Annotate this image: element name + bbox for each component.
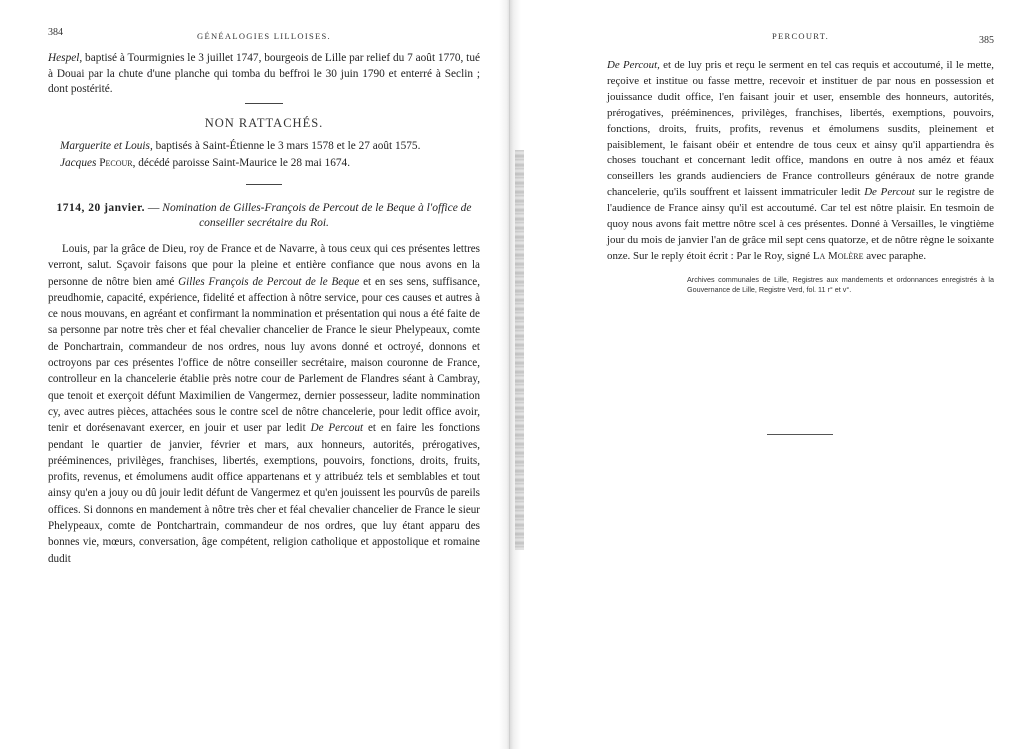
- letters-patent-text: [48, 241, 480, 567]
- right-body-name-2: De Percout: [864, 186, 915, 199]
- gutter-fold: [509, 0, 510, 749]
- intro-paragraph: [48, 51, 480, 98]
- left-running-head: [48, 28, 480, 44]
- letters-patent-continuation: [607, 58, 994, 265]
- archival-source-note: Archives communales de Lille, Registres aux mandements et ordonnances enregistrés à la Gouvernance de Lille, Registre Verd, fol. 11 r° et v°.: [687, 274, 994, 295]
- body-part-b: et en ses sens, suffisance, preudhomie, capacité, expérience, fidelité et affection à nôtre service, pour ces causes et autres à ce nous mouvans, en agréant et confirmant la nommination et présentation qui nous a été faite de sa personne par notre très cher et féal chevalier chancelier de France le sieur Phelypeaux, comte de Ponchartrain, commandeur de nos ordres, nous luy avons donné et octroyé, donnons et octroyons par ces présentes l'office de nôtre conseiller secrétaire, maison couronne de France, controlleur en la chancelerie établie près notre cour de Parlement de Flandres séant à Cambray, que tenoit et exerçoit défunt Maximilien de Vangermez, dernier possesseur, ladite nommination cy, avec autres pièces, attachées sous le contre scel de nôtre chancelerie, pour ledit office avoir, tenir et dorésenavant exercer, en jouir et user par ledit: [48, 275, 480, 435]
- entry1-text: baptisés à Saint-Étienne le 3 mars 1578 et le 27 août 1575.: [152, 139, 421, 152]
- entry1-names: Marguerite et Louis,: [60, 139, 153, 152]
- right-body-name: De Percout,: [607, 59, 660, 71]
- right-body-part-c: avec paraphe.: [863, 249, 927, 262]
- left-running-title: GÉNÉALOGIES LILLOISES.: [197, 31, 331, 41]
- right-body-part-b: sur le registre de l'audience de France ainsy qu'il est accoutumé. Car tel est nôtre plaisir. En tesmoin de quoy nous avons fait mettre nôtre scel à ces présentes. Donné à Versailles, le vingtième jour du mois de janvier l'an de grâce mil sept cens quatorze, et de nôtre règne le soixante onze. Sur le reply étoit écrit : Par le Roy, signé: [607, 186, 994, 262]
- intro-text: baptisé à Tourmignies le 3 juillet 1747, bourgeois de Lille par relief du 7 août 1770, tué à Douai par la chute d'une planche qui tomba du beffroi le 30 juin 1790 et enterré à Seclin ; dont postérité.: [48, 52, 480, 96]
- body-part-c: et en faire les fonctions pendant le quartier de janvier, février et mars, aux honneurs, autorités, prérogatives, prééminences, privilèges, franchises, libertés, exemptions, pouvoirs, fonctions, droits, fruits, profits, revenus, et émolumens audit office appartenans et y attribuéz tels et semblables et tout ainsy qu'en a jouy ou dû jouir ledit défunt de Vangermez et qu'en jouissent les pourvûs de pareils offices. Si donnons en mandement à nôtre très cher et féal chevalier chancelier de France le sieur Phelypeaux, comte de Pontchartrain, commandeur de nos ordres, que luy étant apparu des bonnes vie, mœurs, conversation, âge compétent, religion catholique et appostolique et romaine dudit: [48, 422, 480, 565]
- document-date: 1714, 20 janvier.: [56, 201, 146, 214]
- entry2-name: Jacques: [60, 157, 100, 170]
- entry2-surname: Pecour: [99, 157, 133, 170]
- body-part-a: Louis, par la grâce de Dieu, roy de France et de Navarre, à tous ceux qui ces présentes lettres verront, salut. Sçavoir faisons que pour la pleine et entière confiance que nous avons en la personne de nôtre bien amé: [48, 242, 480, 288]
- separator-rule-2: [246, 184, 282, 185]
- right-body-part-a: et de luy pris et reçu le serment en tel cas requis et accoutumé, il le mette, reçoive et institue ou fasse mettre, recevoir et instituer de par nous en possession et jouissance dudit office, l'en faisant jouir et user, ensemble des honneurs, autorités, prérogatives, prééminences, privilèges, franchises, libertés, exemptions, pouvoirs, fonctions, droits, fruits, profits, revenus et émolumens susdits, pleinement et paisiblement, le faisant obéir et entendre de tous ceux et ainsy qu'il appartiendra ès choses touchant et concernant ledit office, mandons en outre à nos améz et féaux conseillers les grands audienciers de France controlleurs généraux de notre grande chancelerie, qu'ils souffrent et laissent immatriculer ledit: [607, 59, 994, 199]
- signature-name: La Molère: [812, 249, 864, 262]
- section-title: NON RATTACHÉS.: [204, 115, 324, 130]
- left-page: [0, 0, 510, 749]
- document-title: Nomination de Gilles-François de Percout de le Beque à l'office de conseiller secrétaire du Roi.: [162, 201, 472, 229]
- intro-name: Hespel,: [48, 52, 83, 64]
- entry2-text: , décédé paroisse Saint-Maurice le 28 mai 1674.: [132, 157, 351, 170]
- body-name: Gilles François de Percout de le Beque: [178, 275, 360, 288]
- entry-jacques-pecour: [48, 156, 480, 172]
- right-running-head: [607, 28, 994, 44]
- left-page-number: 384: [48, 27, 63, 38]
- separator-rule: [245, 103, 283, 104]
- document-heading: [48, 201, 480, 231]
- right-page: [512, 0, 1024, 749]
- document-dash: —: [145, 201, 163, 214]
- right-running-title: PERCOURT.: [771, 31, 830, 41]
- body-name-2: De Percout: [310, 422, 364, 435]
- right-page-number: 385: [979, 35, 994, 46]
- entry-marguerite-louis: [48, 139, 480, 155]
- end-rule: [767, 434, 833, 435]
